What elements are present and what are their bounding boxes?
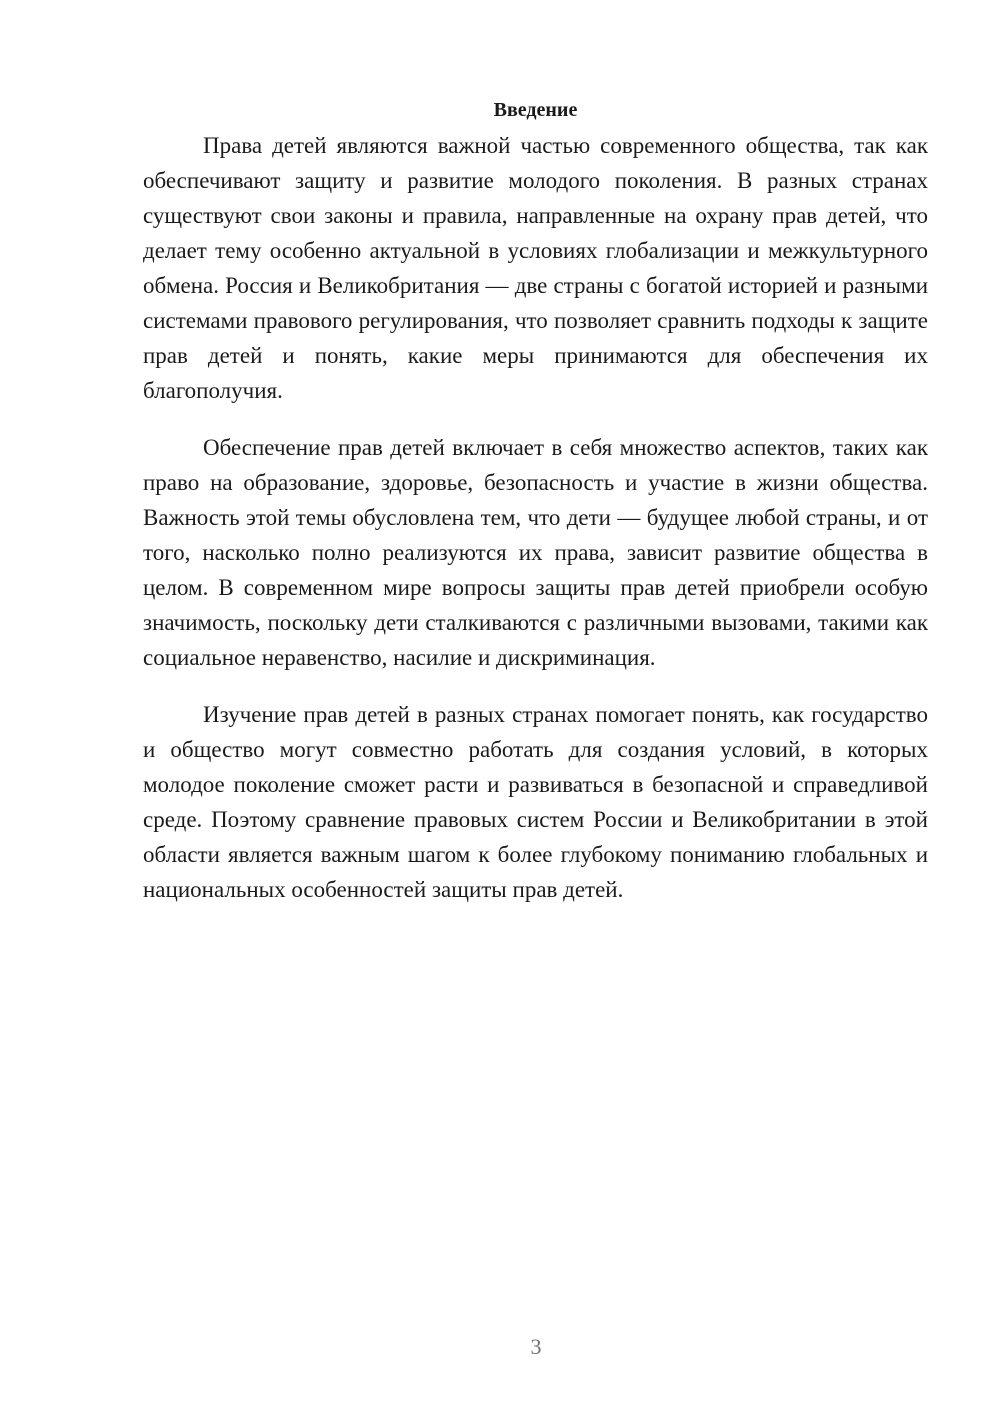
paragraph-2: Обеспечение прав детей включает в себя множество аспектов, таких как право на образование, здоровье, безопасность и участие в жизни общества. Важность этой темы обусловлена тем, что дети — будущее любой страны, и от того, насколько полно реализуются их права, зависит развитие общества в целом. В современном мире вопросы защиты прав детей приобрели особую значимость, поскольку дети сталкиваются с различными вызовами, такими как социальное неравенство, насилие и дискриминация. (143, 435, 928, 670)
paragraph-1: Права детей являются важной частью современного общества, так как обеспечивают защиту и развитие молодого поколения. В разных странах существуют свои законы и правила, направленные на охрану прав детей, что делает тему особенно актуальной в условиях глобализации и межкультурного обмена. Россия и Великобритания — две страны с богатой историей и разными системами правового регулирования, что позволяет сравнить подходы к защите прав детей и понять, какие меры принимаются для обеспечения их благополучия. (143, 133, 928, 403)
paragraph-3: Изучение прав детей в разных странах помогает понять, как государство и общество могут совместно работать для создания условий, в которых молодое поколение сможет расти и развиваться в безопасной и справедливой среде. Поэтому сравнение правовых систем России и Великобритании в этой области является важным шагом к более глубокому пониманию глобальных и национальных особенностей защиты прав детей. (143, 702, 928, 902)
section-title: Введение (493, 99, 578, 121)
page-content (143, 92, 928, 907)
page-number: 3 (530, 1334, 542, 1359)
